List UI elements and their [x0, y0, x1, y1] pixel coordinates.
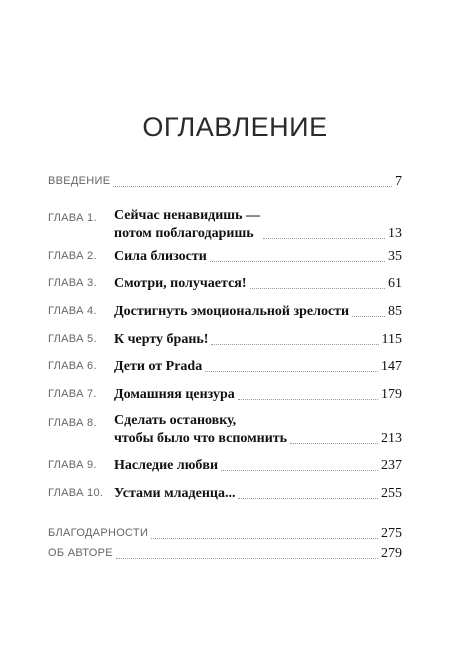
toc-entry-chapter-5[interactable] [48, 330, 402, 349]
toc-entry-chapter-4[interactable] [48, 302, 402, 321]
page-number: 279 [381, 546, 402, 561]
dot-leader [238, 498, 378, 499]
page-title: ОГЛАВЛЕНИЕ [142, 112, 328, 142]
chapter-title-line2: чтобы было что вспомнить [114, 431, 288, 446]
toc-entry-chapter-8[interactable] [48, 412, 402, 448]
page-number: 147 [381, 359, 402, 374]
page-number: 61 [388, 276, 402, 291]
page-number: 179 [381, 387, 402, 402]
dot-leader [151, 538, 378, 539]
page-number: 85 [388, 304, 402, 319]
dot-leader [205, 371, 378, 372]
dot-leader [210, 261, 385, 262]
toc-entry-chapter-1[interactable] [48, 207, 402, 243]
toc-entry-about-author[interactable] [48, 544, 402, 563]
chapter-label: ГЛАВА 7. [48, 388, 97, 400]
entry-label: ОБ АВТОРЕ [48, 547, 113, 559]
dot-leader [221, 470, 378, 471]
page-number: 13 [388, 226, 402, 241]
page-number: 115 [381, 332, 402, 347]
dot-leader [238, 399, 378, 400]
chapter-label: ГЛАВА 3. [48, 277, 97, 289]
chapter-title: Смотри, получается! [114, 276, 247, 291]
chapter-label: ГЛАВА 8. [48, 417, 97, 429]
toc-entry-chapter-3[interactable] [48, 274, 402, 293]
page-number: 35 [388, 249, 402, 264]
page-number: 213 [381, 431, 402, 446]
chapter-title: Домашняя цензура [114, 387, 235, 402]
chapter-title: Наследие любви [114, 458, 219, 473]
chapter-title: Дети от Prada [114, 359, 203, 374]
entry-label: ВВЕДЕНИЕ [48, 175, 111, 187]
toc-entry-chapter-2[interactable] [48, 247, 402, 266]
chapter-label: ГЛАВА 4. [48, 305, 97, 317]
dot-leader [263, 238, 385, 239]
toc-entry-chapter-7[interactable] [48, 385, 402, 404]
dot-leader [211, 344, 378, 345]
dot-leader [290, 443, 378, 444]
chapter-label: ГЛАВА 10. [48, 487, 104, 499]
dot-leader [113, 186, 392, 187]
chapter-label: ГЛАВА 2. [48, 250, 97, 262]
chapter-title-line1: Сейчас ненавидишь — [114, 208, 261, 223]
chapter-title: К черту брань! [114, 332, 209, 347]
page-number: 237 [381, 458, 402, 473]
page-number: 7 [395, 174, 402, 189]
dot-leader [352, 316, 385, 317]
toc-entry-chapter-6[interactable] [48, 357, 402, 376]
toc-entry-chapter-10[interactable] [48, 484, 402, 503]
entry-label: БЛАГОДАРНОСТИ [48, 527, 149, 539]
toc-entry-acknowledgements[interactable] [48, 524, 402, 543]
chapter-label: ГЛАВА 5. [48, 333, 97, 345]
toc-entry-intro[interactable] [48, 172, 402, 191]
chapter-label: ГЛАВА 6. [48, 360, 97, 372]
dot-leader [116, 558, 378, 559]
page-number: 275 [381, 526, 402, 541]
chapter-label: ГЛАВА 1. [48, 212, 97, 224]
dot-leader [250, 288, 385, 289]
chapter-label: ГЛАВА 9. [48, 459, 97, 471]
chapter-title-line2: потом поблагодаришь [114, 226, 254, 241]
chapter-title-line1: Сделать остановку, [114, 413, 237, 428]
chapter-title: Достигнуть эмоциональной зрелости [114, 304, 350, 319]
toc-entry-chapter-9[interactable] [48, 456, 402, 475]
page-number: 255 [381, 486, 402, 501]
chapter-title: Устами младенца... [114, 486, 236, 501]
chapter-title: Сила близости [114, 249, 207, 264]
